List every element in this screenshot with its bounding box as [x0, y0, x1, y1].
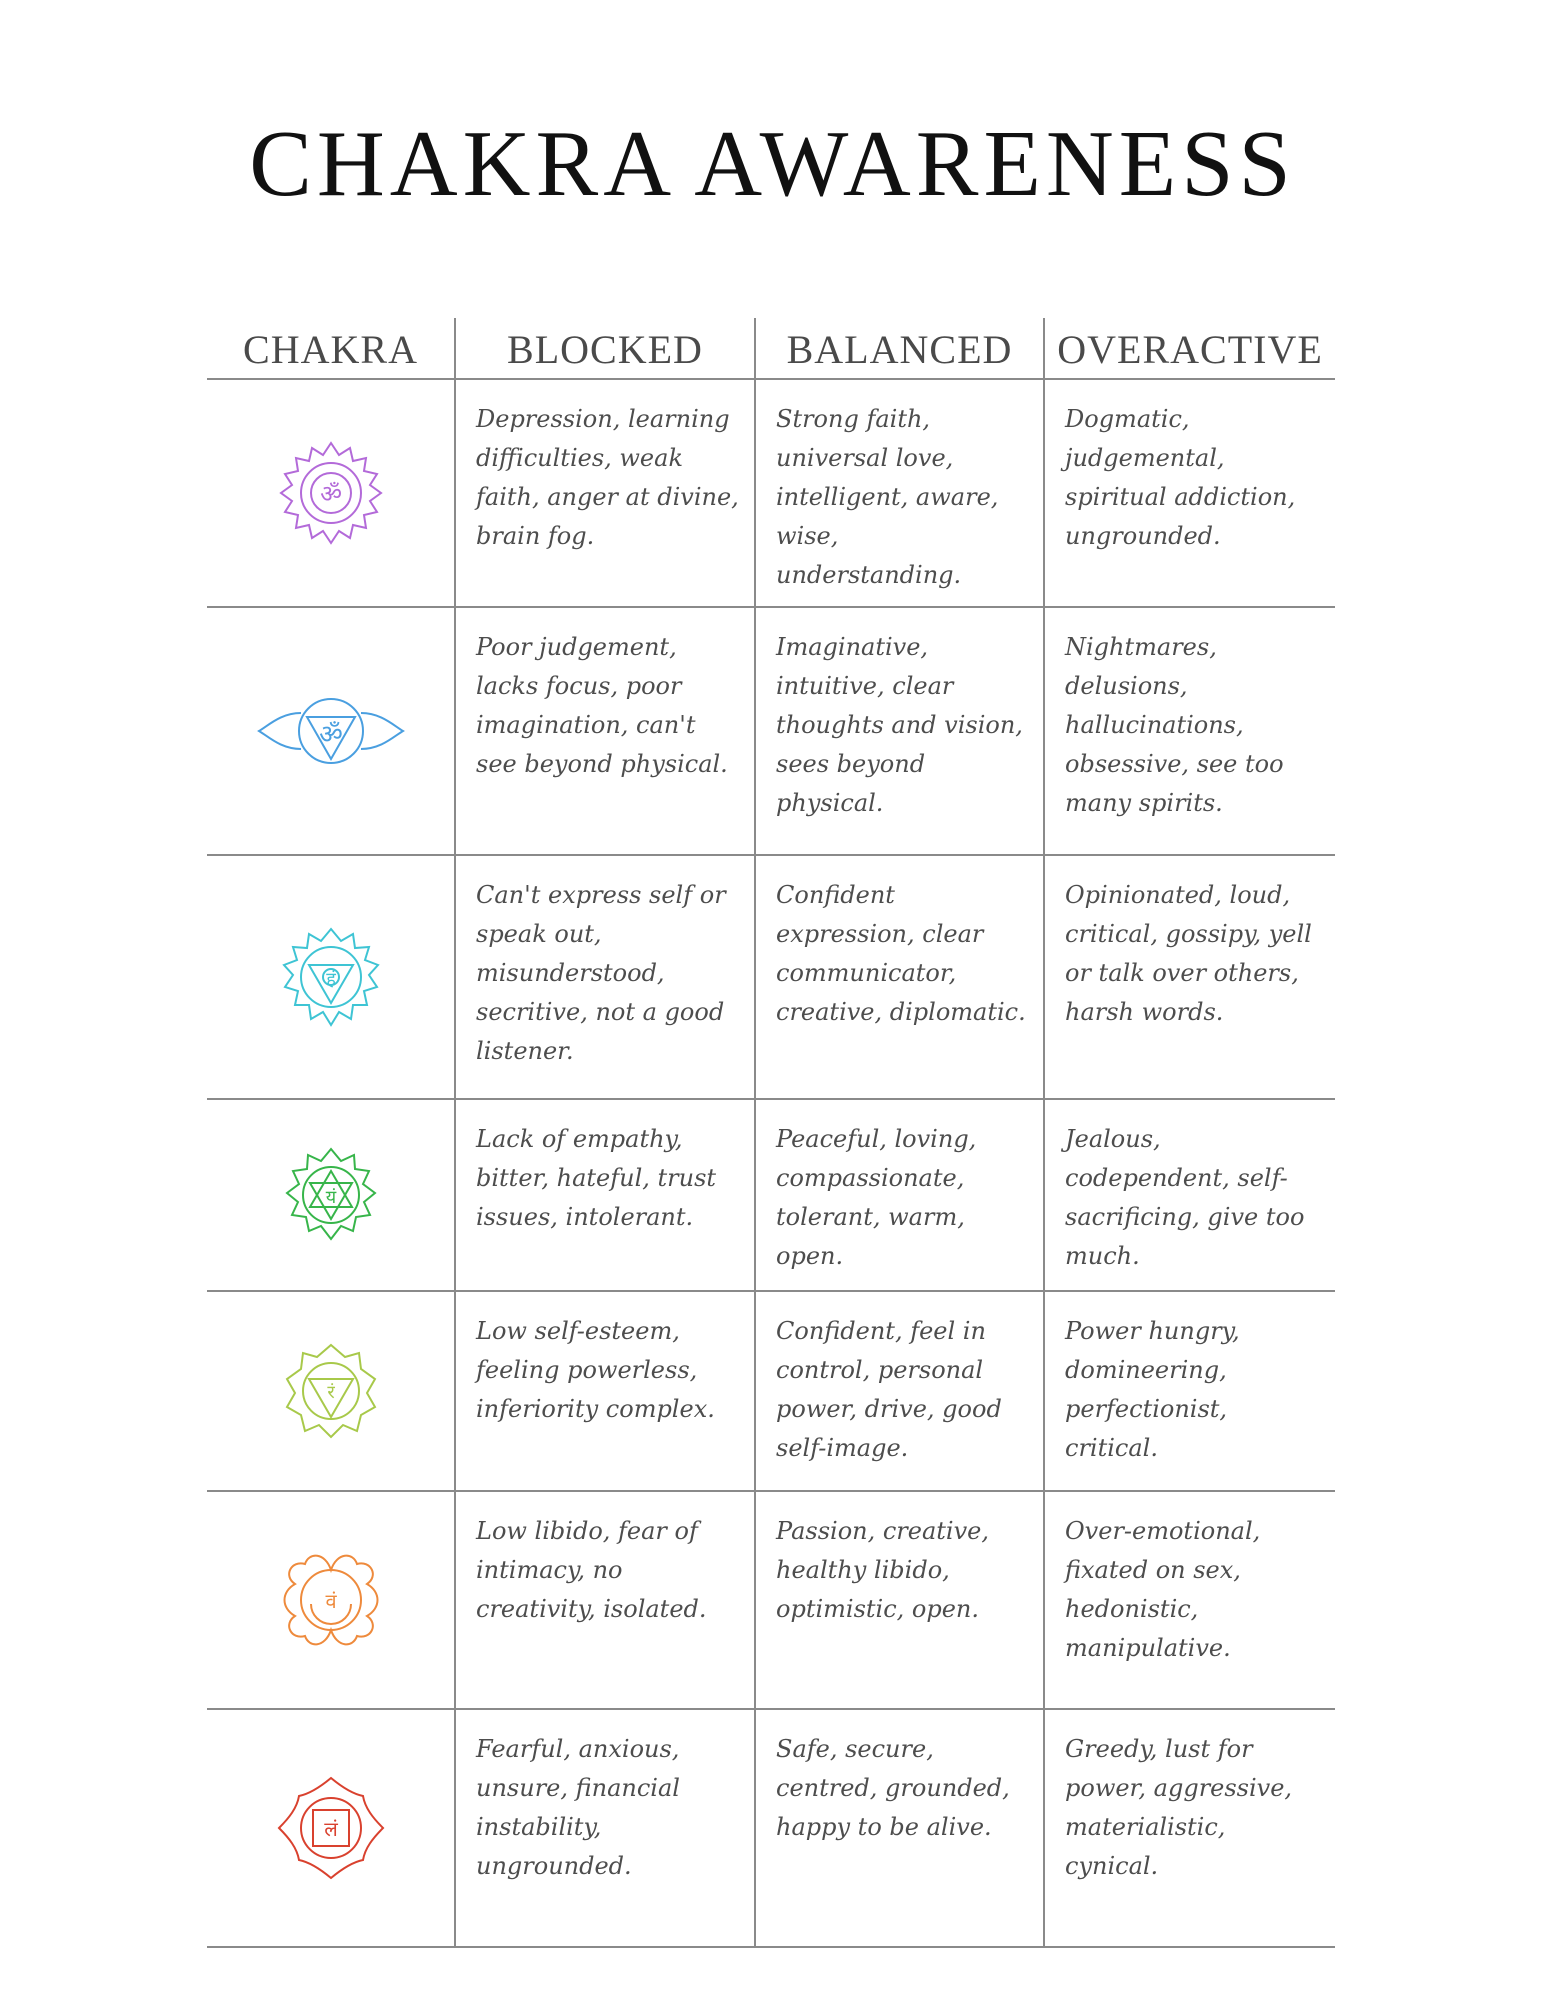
header-chakra: CHAKRA — [207, 318, 455, 379]
blocked-cell: Lack of empathy, bitter, hateful, trust issues, intolerant. — [455, 1099, 755, 1291]
chakra-table — [207, 318, 1335, 1948]
svg-text:लं: लं — [323, 1817, 338, 1841]
header-row — [207, 318, 1335, 379]
blocked-cell: Low self-esteem, feeling powerless, inferiority complex. — [455, 1291, 755, 1491]
svg-text:रं: रं — [326, 1382, 335, 1403]
throat-chakra-icon — [279, 925, 383, 1029]
crown-chakra-icon — [276, 438, 386, 548]
table-row — [207, 855, 1335, 1099]
balanced-cell: Confident expression, clear communicator, creative, diplomatic. — [755, 855, 1044, 1099]
svg-text:वं: वं — [324, 1589, 337, 1613]
blocked-cell: Depression, learning difficulties, weak faith, anger at divine, brain fog. — [455, 379, 755, 607]
overactive-cell: Nightmares, delusions, hallucinations, obsessive, see too many spirits. — [1044, 607, 1335, 855]
header-overactive: OVERACTIVE — [1044, 318, 1335, 379]
overactive-cell: Over-emotional, fixated on sex, hedonistic, manipulative. — [1044, 1491, 1335, 1709]
overactive-cell: Power hungry, domineering, perfectionist, critical. — [1044, 1291, 1335, 1491]
svg-text:हं: हं — [325, 969, 336, 990]
blocked-cell: Fearful, anxious, unsure, financial instability, ungrounded. — [455, 1709, 755, 1947]
third-eye-chakra-icon — [256, 691, 406, 771]
table-row — [207, 1491, 1335, 1709]
balanced-cell: Peaceful, loving, compassionate, tolerant, warm, open. — [755, 1099, 1044, 1291]
balanced-cell: Strong faith, universal love, intelligent, aware, wise, understanding. — [755, 379, 1044, 607]
chakra-cell — [207, 607, 455, 855]
chakra-cell — [207, 1491, 455, 1709]
balanced-cell: Confident, feel in control, personal power, drive, good self-image. — [755, 1291, 1044, 1491]
chakra-cell — [207, 1709, 455, 1947]
blocked-cell: Low libido, fear of intimacy, no creativity, isolated. — [455, 1491, 755, 1709]
heart-chakra-icon — [281, 1145, 381, 1245]
overactive-cell: Dogmatic, judgemental, spiritual addiction, ungrounded. — [1044, 379, 1335, 607]
balanced-cell: Safe, secure, centred, grounded, happy to be alive. — [755, 1709, 1044, 1947]
table-row — [207, 1291, 1335, 1491]
table-row — [207, 1709, 1335, 1947]
svg-text:ॐ: ॐ — [319, 480, 342, 508]
header-blocked: BLOCKED — [455, 318, 755, 379]
sacral-chakra-icon — [278, 1547, 384, 1653]
header-balanced: BALANCED — [755, 318, 1044, 379]
chakra-cell — [207, 855, 455, 1099]
balanced-cell: Passion, creative, healthy libido, optimistic, open. — [755, 1491, 1044, 1709]
table-row — [207, 379, 1335, 607]
chakra-cell — [207, 1099, 455, 1291]
svg-text:ॐ: ॐ — [318, 720, 343, 750]
svg-text:यं: यं — [325, 1187, 336, 1208]
overactive-cell: Jealous, codependent, self-sacrificing, give too much. — [1044, 1099, 1335, 1291]
solar-plexus-chakra-icon — [281, 1341, 381, 1441]
overactive-cell: Greedy, lust for power, aggressive, materialistic, cynical. — [1044, 1709, 1335, 1947]
root-chakra-icon — [276, 1773, 386, 1883]
table-row — [207, 1099, 1335, 1291]
blocked-cell: Poor judgement, lacks focus, poor imagination, can't see beyond physical. — [455, 607, 755, 855]
chakra-cell — [207, 1291, 455, 1491]
balanced-cell: Imaginative, intuitive, clear thoughts and vision, sees beyond physical. — [755, 607, 1044, 855]
page-title: CHAKRA AWARENESS — [249, 112, 1296, 216]
blocked-cell: Can't express self or speak out, misunderstood, secritive, not a good listener. — [455, 855, 755, 1099]
overactive-cell: Opinionated, loud, critical, gossipy, yell or talk over others, harsh words. — [1044, 855, 1335, 1099]
chakra-cell — [207, 379, 455, 607]
table-row — [207, 607, 1335, 855]
